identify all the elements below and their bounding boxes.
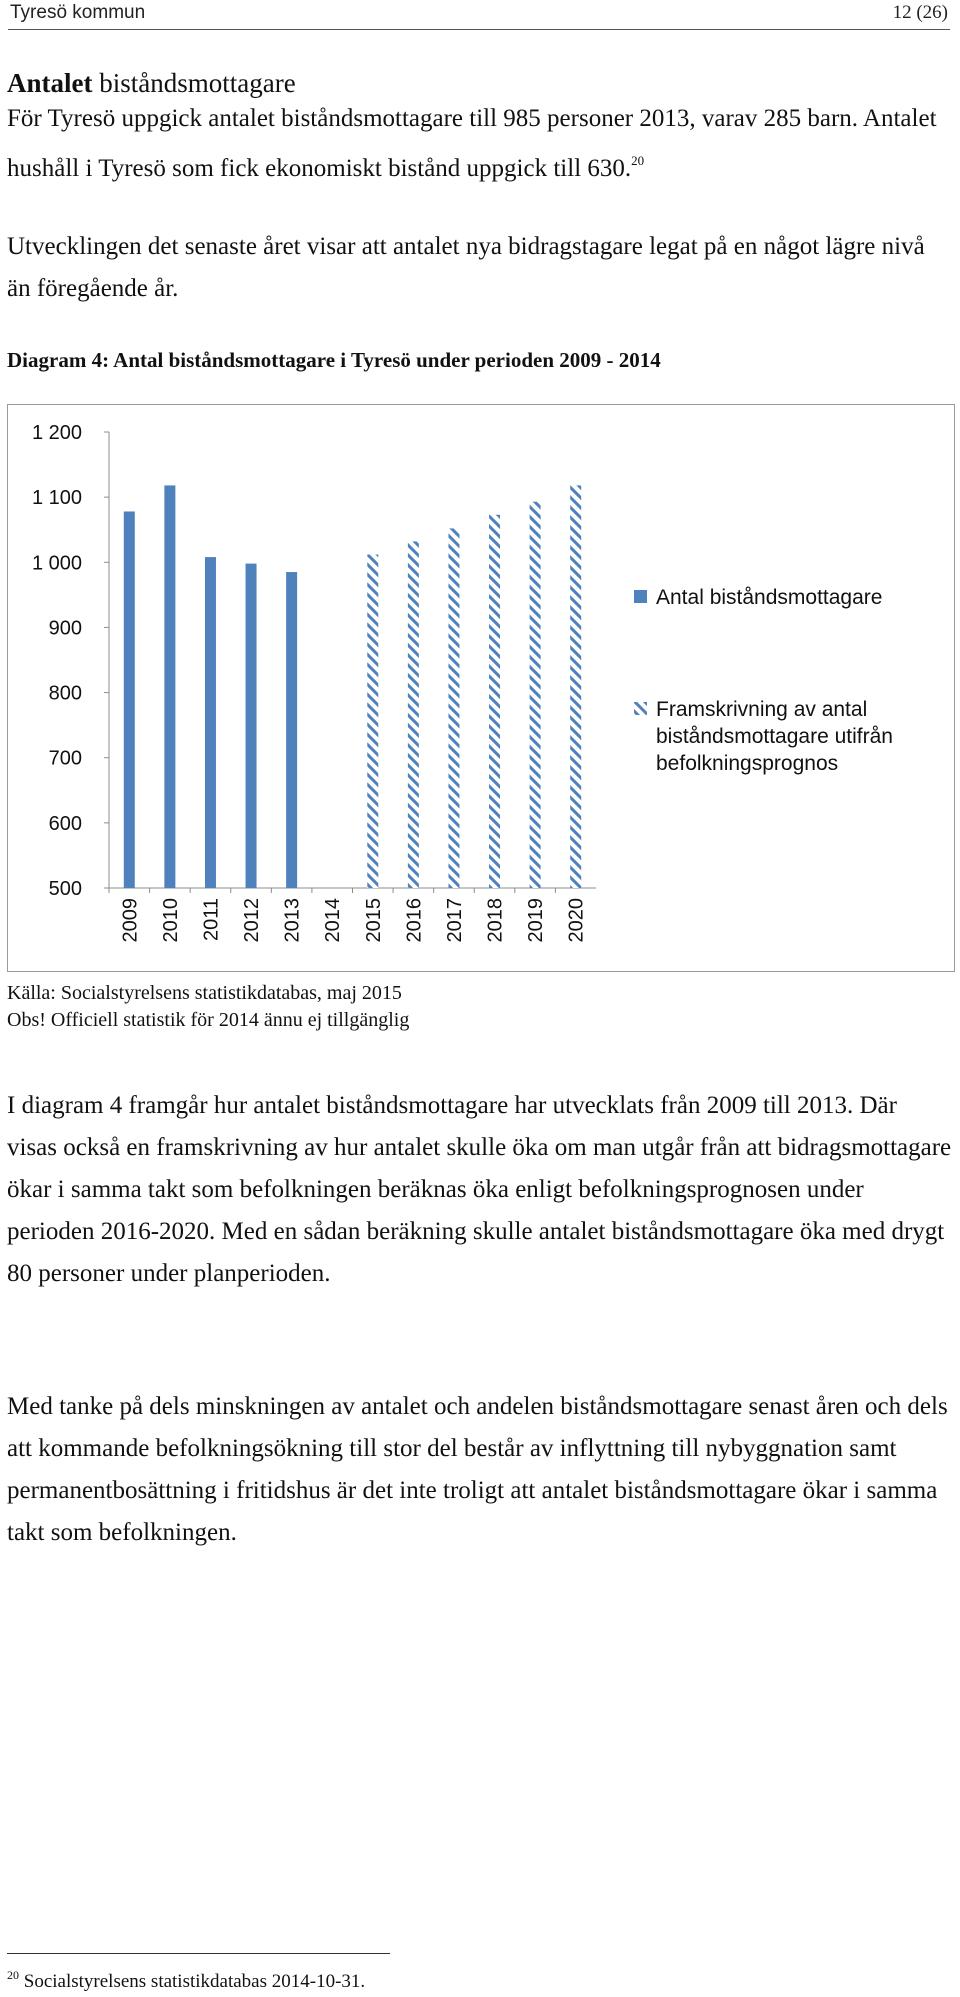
chart-axes (32, 422, 596, 943)
x-tick-label: 2009 (119, 898, 142, 943)
figure-caption: Diagram 4: Antal biståndsmottagare i Tyresö under perioden 2009 - 2014 (7, 348, 661, 372)
projection-bar (530, 502, 541, 888)
recipients-bar (286, 572, 297, 888)
y-tick-label: 900 (48, 617, 82, 640)
x-tick-label: 2020 (565, 898, 588, 943)
chart-container (7, 404, 955, 972)
projection-bar (367, 554, 378, 888)
x-tick-label: 2012 (241, 898, 264, 943)
legend-label: Antal biståndsmottagare (656, 586, 883, 609)
recipients-bar (124, 511, 135, 888)
projection-bar (570, 485, 581, 888)
y-tick-label: 1 000 (31, 552, 82, 575)
paragraph-2: Utvecklingen det senaste året visar att antalet nya bidragstagare legat på en något lägre nivå än föregående år. (7, 233, 925, 302)
y-tick-label: 500 (48, 878, 82, 900)
projection-bar (448, 528, 459, 888)
legend-swatch (634, 702, 647, 715)
figure-source: Källa: Socialstyrelsens statistikdatabas, maj 2015 (7, 982, 402, 1004)
footnote (7, 1968, 365, 1993)
y-tick-label: 700 (48, 747, 82, 770)
y-tick-label: 600 (48, 812, 82, 835)
x-tick-label: 2010 (159, 898, 182, 943)
x-tick-label: 2015 (362, 898, 385, 943)
recipients-bar (205, 557, 216, 888)
section-title-rest: biståndsmottagare (92, 68, 296, 98)
x-tick-label: 2018 (484, 898, 507, 943)
footnote-ref[interactable]: 20 (631, 153, 645, 168)
y-tick-label: 800 (48, 682, 82, 705)
x-tick-label: 2019 (525, 898, 548, 943)
footnote-divider (7, 1953, 390, 1954)
figure-obs-note: Obs! Officiell statistik för 2014 ännu ej tillgänglig (7, 1009, 410, 1031)
x-tick-label: 2013 (281, 898, 304, 943)
footnote-number: 20 (7, 1968, 19, 1982)
projection-bar (408, 541, 419, 888)
recipients-bar (164, 485, 175, 888)
legend-label: biståndsmottagare utifrån (656, 725, 893, 748)
x-tick-label: 2017 (443, 898, 466, 943)
section-title (7, 66, 296, 100)
legend-label: befolkningsprognos (656, 752, 839, 775)
paragraph-1-text: För Tyresö uppgick antalet biståndsmottagare till 985 personer 2013, varav 285 barn. Antalet hushåll i Tyresö som fick ekonomiskt bistånd uppgick till 630. (7, 105, 937, 182)
y-tick-label: 1 200 (31, 422, 82, 444)
header-divider (8, 29, 950, 30)
bar-chart (8, 405, 954, 971)
footnote-text: Socialstyrelsens statistikdatabas 2014-10-31. (23, 1971, 366, 1992)
recipients-bar (246, 564, 257, 888)
projection-bar (489, 515, 500, 888)
chart-bars (124, 485, 581, 888)
paragraph-1 (7, 98, 952, 190)
x-tick-label: 2016 (403, 898, 426, 943)
x-tick-label: 2014 (322, 898, 345, 943)
header-page-number: 12 (26) (892, 2, 948, 23)
chart-legend (634, 586, 893, 775)
paragraph-3: I diagram 4 framgår hur antalet biståndsmottagare har utvecklats från 2009 till 2013. Där visas också en framskrivning av hur antalet skulle öka om man utgår från att bidragsmottagare ökar i samma takt som befolkningen beräknas öka enligt befolkningsprognosen under perioden 2016-2020. Med en sådan beräkning skulle antalet biståndsmottagare öka med drygt 80 personer under planperioden. (7, 1092, 952, 1287)
legend-label: Framskrivning av antal (656, 698, 868, 721)
section-title-bold: Antalet (7, 68, 93, 98)
y-tick-label: 1 100 (31, 487, 82, 510)
paragraph-4: Med tanke på dels minskningen av antalet och andelen biståndsmottagare senast åren och dels att kommande befolkningsökning till stor del består av inflyttning till nybyggnation samt permanentbosättning i fritidshus är det inte troligt att antalet biståndsmottagare ökar i samma takt som befolkningen. (7, 1393, 948, 1546)
header-municipality: Tyresö kommun (10, 2, 146, 23)
legend-swatch (634, 590, 647, 603)
x-tick-label: 2011 (200, 898, 223, 942)
